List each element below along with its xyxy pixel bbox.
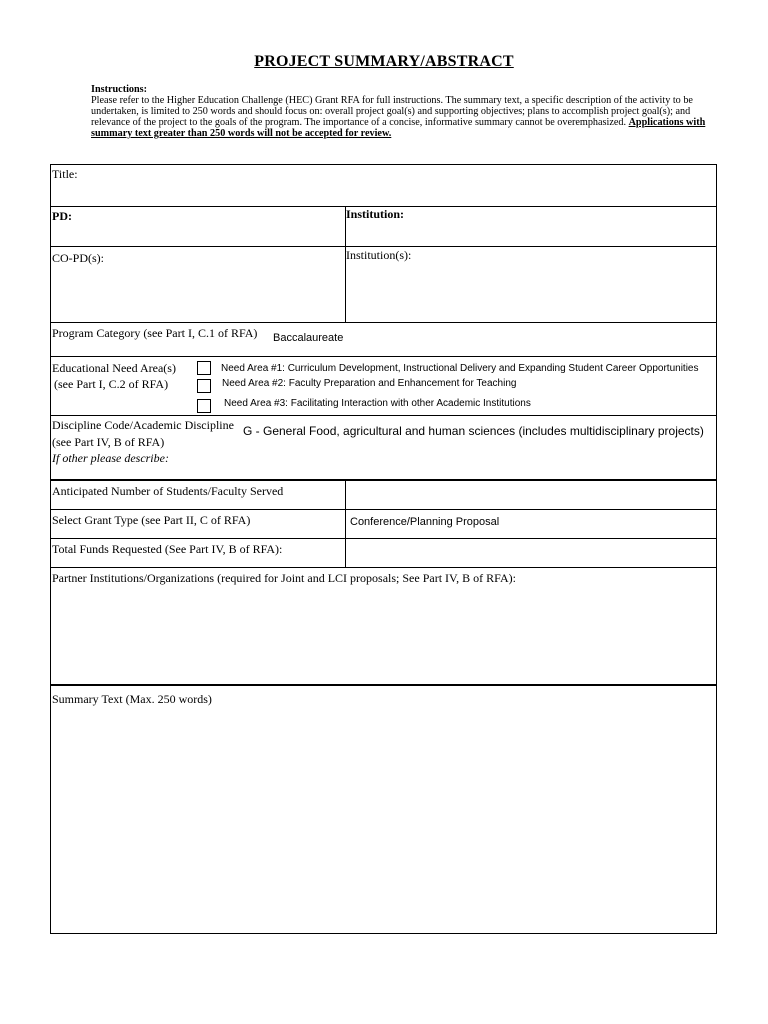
copd-label: CO-PD(s): — [52, 251, 105, 265]
instructions-warning: Applications with summary text greater than 250 words will not be accepted for review. — [91, 117, 706, 139]
instructions-heading: Instructions: — [91, 84, 148, 95]
instructions-text — [91, 95, 723, 139]
institution-label: Institution: — [346, 207, 405, 221]
row-divider — [51, 479, 716, 481]
need-area-1-label: Need Area #1: Curriculum Development, Instructional Delivery and Expanding Student Career Opportunities — [221, 363, 699, 374]
partner-label: Partner Institutions/Organizations (required for Joint and LCI proposals; See Part IV, B of RFA): — [52, 571, 516, 585]
row-divider — [51, 356, 716, 357]
institutions-label: Institution(s): — [346, 248, 412, 262]
need-area-2-label: Need Area #2: Faculty Preparation and Enhancement for Teaching — [222, 378, 517, 389]
pd-label: PD: — [52, 209, 72, 223]
instructions-body: Please refer to the Higher Education Challenge (HEC) Grant RFA for full instructions. The summary text, a specific description of the activity to be undertaken, is limited to 250 words and should focus on: overall project goal(s) and supporting objectives; plans to accomplish project goal(s); and relevance of the project to the goals of the program. The importance of a concise, informative summary cannot be overemphasized. — [91, 95, 693, 128]
summary-label: Summary Text (Max. 250 words) — [52, 692, 212, 706]
need-area-3-checkbox[interactable] — [197, 399, 211, 413]
discipline-value: G - General Food, agricultural and human sciences (includes multidisciplinary projects) — [243, 424, 704, 438]
column-divider — [345, 206, 346, 322]
row-divider — [51, 322, 716, 323]
funds-label: Total Funds Requested (See Part IV, B of RFA): — [52, 542, 283, 556]
students-label: Anticipated Number of Students/Faculty Served — [52, 484, 284, 498]
summary-form — [50, 164, 717, 934]
discipline-other-label: If other please describe: — [52, 451, 169, 465]
title-label: Title: — [52, 167, 78, 181]
program-category-label: Program Category (see Part I, C.1 of RFA) — [52, 326, 258, 340]
program-category-value: Baccalaureate — [273, 332, 344, 344]
row-divider — [51, 509, 716, 510]
row-divider — [51, 684, 716, 686]
need-area-3-label: Need Area #3: Facilitating Interaction with other Academic Institutions — [224, 398, 531, 409]
row-divider — [51, 246, 716, 247]
row-divider — [51, 567, 716, 568]
need-area-1-checkbox[interactable] — [197, 361, 211, 375]
grant-type-label: Select Grant Type (see Part II, C of RFA) — [52, 513, 251, 527]
instructions-block — [91, 84, 723, 139]
need-area-2-checkbox[interactable] — [197, 379, 211, 393]
need-area-sublabel: (see Part I, C.2 of RFA) — [54, 377, 169, 391]
discipline-sublabel: (see Part IV, B of RFA) — [52, 435, 165, 449]
page-title: PROJECT SUMMARY/ABSTRACT — [254, 53, 514, 70]
discipline-label: Discipline Code/Academic Discipline — [52, 418, 234, 432]
need-area-label: Educational Need Area(s) — [52, 361, 176, 375]
grant-type-value: Conference/Planning Proposal — [350, 516, 500, 528]
row-divider — [51, 415, 716, 416]
row-divider — [51, 538, 716, 539]
column-divider — [345, 479, 346, 567]
